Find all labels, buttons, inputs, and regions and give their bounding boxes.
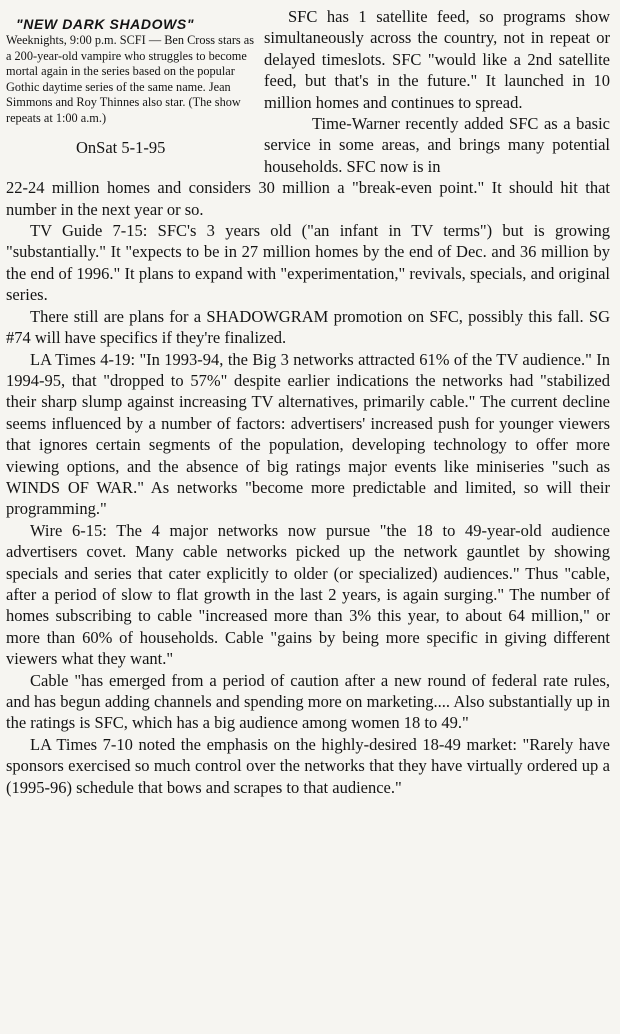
paragraph-la-times-4-19: LA Times 4-19: "In 1993-94, the Big 3 networks attracted 61% of the TV audience." In 1994-95, that "dropped to 57%" despite earlier indications the networks had "stabilized their sharp slump against increasing TV alternatives, primarily cable." The current decline seems influenced by a number of factors: advertisers' increased push for younger viewers that ignores certain segments of the population, developing technology to offer more viewing options, and the absence of big ratings major events like miniseries "such as WINDS OF WAR." As networks "become more predictable and limited, so will their programming." [6, 349, 610, 519]
paragraph-cable: Cable "has emerged from a period of caution after a new round of federal rate rules, and has begun adding channels and spending more on marketing.... Also substantially up in the ratings is SFC, which has a big audience among women 18 to 49." [6, 670, 610, 733]
right-column [256, 6, 610, 177]
top-section [6, 6, 610, 177]
clipping-body: Weeknights, 9:00 p.m. SCFI — Ben Cross stars as a 200-year-old vampire who struggles to become mortal again in the series based on the popular Gothic daytime series of the same name. Jean Simmons and Roy Thinnes also star. (The show repeats at 1:00 a.m.) [6, 33, 255, 125]
paragraph-satellite-feed: SFC has 1 satellite feed, so programs show simultaneously across the country, not in repeat or delayed timeslots. SFC "would like a 2nd satellite feed, but that's in the future." It launched in 10 million homes and continues to spread. [264, 7, 610, 112]
paragraph-shadowgram: There still are plans for a SHADOWGRAM promotion on SFC, possibly this fall. SG #74 will have specifics if they're finalized. [6, 306, 610, 348]
paragraph-time-warner-start: Time-Warner recently added SFC as a basic service in some areas, and brings many potential households. SFC now is in [264, 114, 610, 176]
paragraph-la-times-7-10: LA Times 7-10 noted the emphasis on the highly-desired 18-49 market: "Rarely have sponsors exercised so much control over the networks that they have virtually ordered up a (1995-96) schedule that bows and scrapes to that audience." [6, 734, 610, 797]
tv-listing-clipping [6, 6, 256, 177]
paragraph-break-even: 22-24 million homes and considers 30 million a "break-even point." It should hit that number in the next year or so. [6, 178, 610, 219]
paragraph-wire-6-15: Wire 6-15: The 4 major networks now pursue "the 18 to 49-year-old audience advertisers covet. Many cable networks picked up the network gauntlet by showing specials and series that cater explicitly to older (or specialized) audiences." Thus "cable, after a period of slow to flat growth in the last 2 years, is again surging." The number of homes subscribing to cable "increased more than 3% this year, to about 64 million," or more than 60% of households. Cable "gains by being more specific in giving different viewers what they want." [6, 520, 610, 669]
paragraph-tv-guide: TV Guide 7-15: SFC's 3 years old ("an infant in TV terms") but is growing "substantially." It "expects to be in 27 million homes by the end of Dec. and 36 million by the end of 1996." It plans to expand with "experimentation," revivals, specials, and original series. [6, 221, 610, 305]
clipping-source: OnSat 5-1-95 [76, 138, 166, 157]
clipping-title: "NEW DARK SHADOWS" [16, 16, 195, 32]
